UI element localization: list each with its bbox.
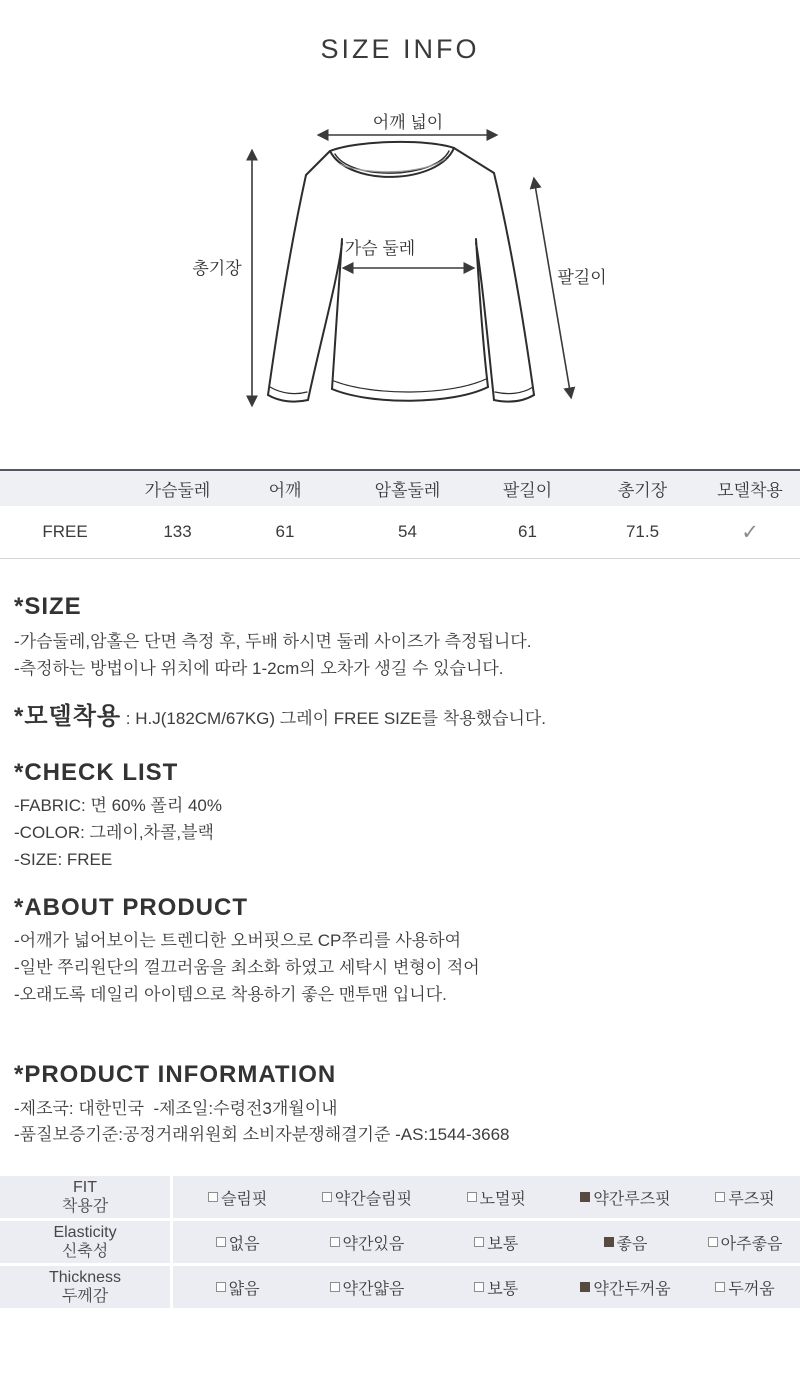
- check-list-heading: *CHECK LIST: [14, 759, 179, 786]
- chest-label: 가슴 둘레: [344, 239, 416, 258]
- size-col-shoulder: 어깨: [268, 481, 302, 500]
- shirt-measurement-diagram: [190, 93, 610, 463]
- attr-options: [173, 1266, 800, 1308]
- model-section-heading: *모델착용: [14, 703, 122, 730]
- attr-row-label: [0, 1176, 170, 1218]
- about-product-line: -오래도록 데일리 아이템으로 착용하기 좋은 맨투맨 입니다.: [14, 985, 447, 1004]
- attr-option: [173, 1231, 302, 1254]
- attr-option: [561, 1231, 690, 1254]
- about-product-heading: *ABOUT PRODUCT: [14, 894, 248, 921]
- checkbox-icon: [604, 1237, 614, 1247]
- attr-options: [173, 1176, 800, 1218]
- size-table-row: [0, 506, 800, 558]
- page-title: SIZE INFO: [320, 34, 480, 64]
- checkbox-icon: [208, 1192, 218, 1202]
- total-length-label: 총기장: [192, 259, 242, 278]
- about-product-line: -일반 쭈리원단의 껄끄러움을 최소화 하였고 세탁시 변형이 적어: [14, 958, 480, 977]
- checkbox-icon: [474, 1237, 484, 1247]
- attr-option-label: 좋음: [616, 1235, 648, 1253]
- attr-option: [561, 1186, 690, 1209]
- size-value-armhole: 54: [398, 522, 417, 541]
- checkbox-icon: [474, 1282, 484, 1292]
- shirt-diagram-svg: [190, 93, 610, 463]
- attr-option-label: 보통: [487, 1235, 519, 1253]
- size-value-length: 71.5: [625, 522, 660, 541]
- attr-option: [302, 1276, 431, 1299]
- section-size: [14, 592, 786, 682]
- attr-option: [173, 1186, 302, 1209]
- info-sections: [0, 592, 800, 1148]
- size-col-armhole: 암홀둘레: [374, 481, 441, 500]
- check-list-size: -SIZE: FREE: [14, 850, 113, 869]
- attr-option-label: 약간슬림핏: [334, 1190, 413, 1208]
- sleeve-length-label: 팔길이: [557, 268, 607, 287]
- product-information-heading: *PRODUCT INFORMATION: [14, 1061, 337, 1088]
- checkbox-icon: [580, 1282, 590, 1292]
- section-check-list: [14, 758, 786, 873]
- attr-option-label: 없음: [228, 1235, 260, 1253]
- attr-option-label: 루즈핏: [728, 1190, 775, 1208]
- attr-option: [690, 1276, 800, 1299]
- checkbox-icon: [580, 1192, 590, 1202]
- attr-label-ko: 착용감: [61, 1198, 109, 1215]
- attr-label-en: FIT: [73, 1179, 97, 1196]
- attr-option: [173, 1276, 302, 1299]
- size-note-line: -측정하는 방법이나 위치에 따라 1-2cm의 오차가 생길 수 있습니다.: [14, 659, 504, 678]
- shoulder-width-label: 어깨 넓이: [372, 113, 444, 132]
- size-value-chest: 133: [163, 522, 192, 541]
- size-table: [0, 469, 800, 559]
- attr-label-en: Thickness: [48, 1269, 122, 1286]
- check-list-fabric: -FABRIC: 면 60% 폴리 40%: [14, 796, 222, 815]
- attr-row-label: [0, 1221, 170, 1263]
- checkbox-icon: [715, 1282, 725, 1292]
- sleeve-length-arrow: [534, 179, 571, 397]
- attr-row-elasticity: [0, 1221, 800, 1263]
- size-value-shoulder: 61: [275, 522, 295, 541]
- model-check-icon: ✓: [741, 520, 759, 544]
- section-product-information: [14, 1060, 786, 1148]
- attr-option-label: 두꺼움: [728, 1280, 775, 1298]
- attr-option-label: 아주좋음: [720, 1235, 783, 1253]
- attr-row-thickness: [0, 1266, 800, 1308]
- attr-option-label: 약간두꺼움: [593, 1280, 671, 1298]
- attr-option-label: 약간루즈핏: [593, 1190, 671, 1208]
- size-table-header: [0, 471, 800, 506]
- attr-option: [690, 1186, 800, 1209]
- size-value-sleeve: 61: [518, 522, 537, 541]
- checkbox-icon: [715, 1192, 725, 1202]
- attr-option-label: 약간얇음: [342, 1280, 405, 1298]
- check-list-color: -COLOR: 그레이,차콜,블랙: [14, 823, 214, 842]
- size-value-label: FREE: [42, 522, 88, 541]
- size-note-line: -가슴둘레,암홀은 단면 측정 후, 두배 하시면 둘레 사이즈가 측정됩니다.: [14, 632, 532, 651]
- attr-label-ko: 두께감: [61, 1288, 109, 1305]
- attr-option: [690, 1231, 800, 1254]
- checkbox-icon: [330, 1237, 340, 1247]
- attr-label-en: Elasticity: [53, 1224, 117, 1241]
- attr-option-label: 약간있음: [342, 1235, 405, 1253]
- attr-row-fit: [0, 1176, 800, 1218]
- attr-option: [561, 1276, 690, 1299]
- model-section-text: : H.J(182CM/67KG) 그레이 FREE SIZE를 착용했습니다.: [121, 709, 547, 728]
- attr-options: [173, 1221, 800, 1263]
- attr-option: [432, 1276, 561, 1299]
- product-information-line: -제조국: 대한민국 -제조일:수령전3개월이내: [14, 1099, 338, 1118]
- checkbox-icon: [330, 1282, 340, 1292]
- attr-option-label: 보통: [487, 1280, 519, 1298]
- attr-option-label: 얇음: [228, 1280, 260, 1298]
- checkbox-icon: [216, 1237, 226, 1247]
- attr-option-label: 슬림핏: [220, 1190, 268, 1208]
- checkbox-icon: [467, 1192, 477, 1202]
- checkbox-icon: [322, 1192, 332, 1202]
- size-section-heading: *SIZE: [14, 593, 82, 620]
- shirt-outline: [268, 142, 534, 402]
- attr-option: [432, 1186, 561, 1209]
- checkbox-icon: [216, 1282, 226, 1292]
- size-col-model: 모델착용: [717, 481, 783, 500]
- size-col-sleeve: 팔길이: [502, 481, 553, 500]
- checkbox-icon: [708, 1237, 718, 1247]
- attr-option: [432, 1231, 561, 1254]
- section-model: [14, 702, 786, 732]
- about-product-line: -어깨가 넓어보이는 트렌디한 오버핏으로 CP쭈리를 사용하여: [14, 931, 462, 950]
- attr-option: [302, 1186, 431, 1209]
- attr-row-label: [0, 1266, 170, 1308]
- attr-option: [302, 1231, 431, 1254]
- size-col-chest: 가슴둘레: [144, 481, 211, 500]
- product-information-line: -품질보증기준:공정거래위원회 소비자분쟁해결기준 -AS:1544-3668: [14, 1125, 510, 1144]
- attr-label-ko: 신축성: [61, 1243, 109, 1260]
- attribute-table: [0, 1176, 800, 1308]
- attr-option-label: 노멀핏: [479, 1190, 526, 1208]
- size-col-length: 총기장: [617, 481, 668, 500]
- section-about-product: [14, 893, 786, 1008]
